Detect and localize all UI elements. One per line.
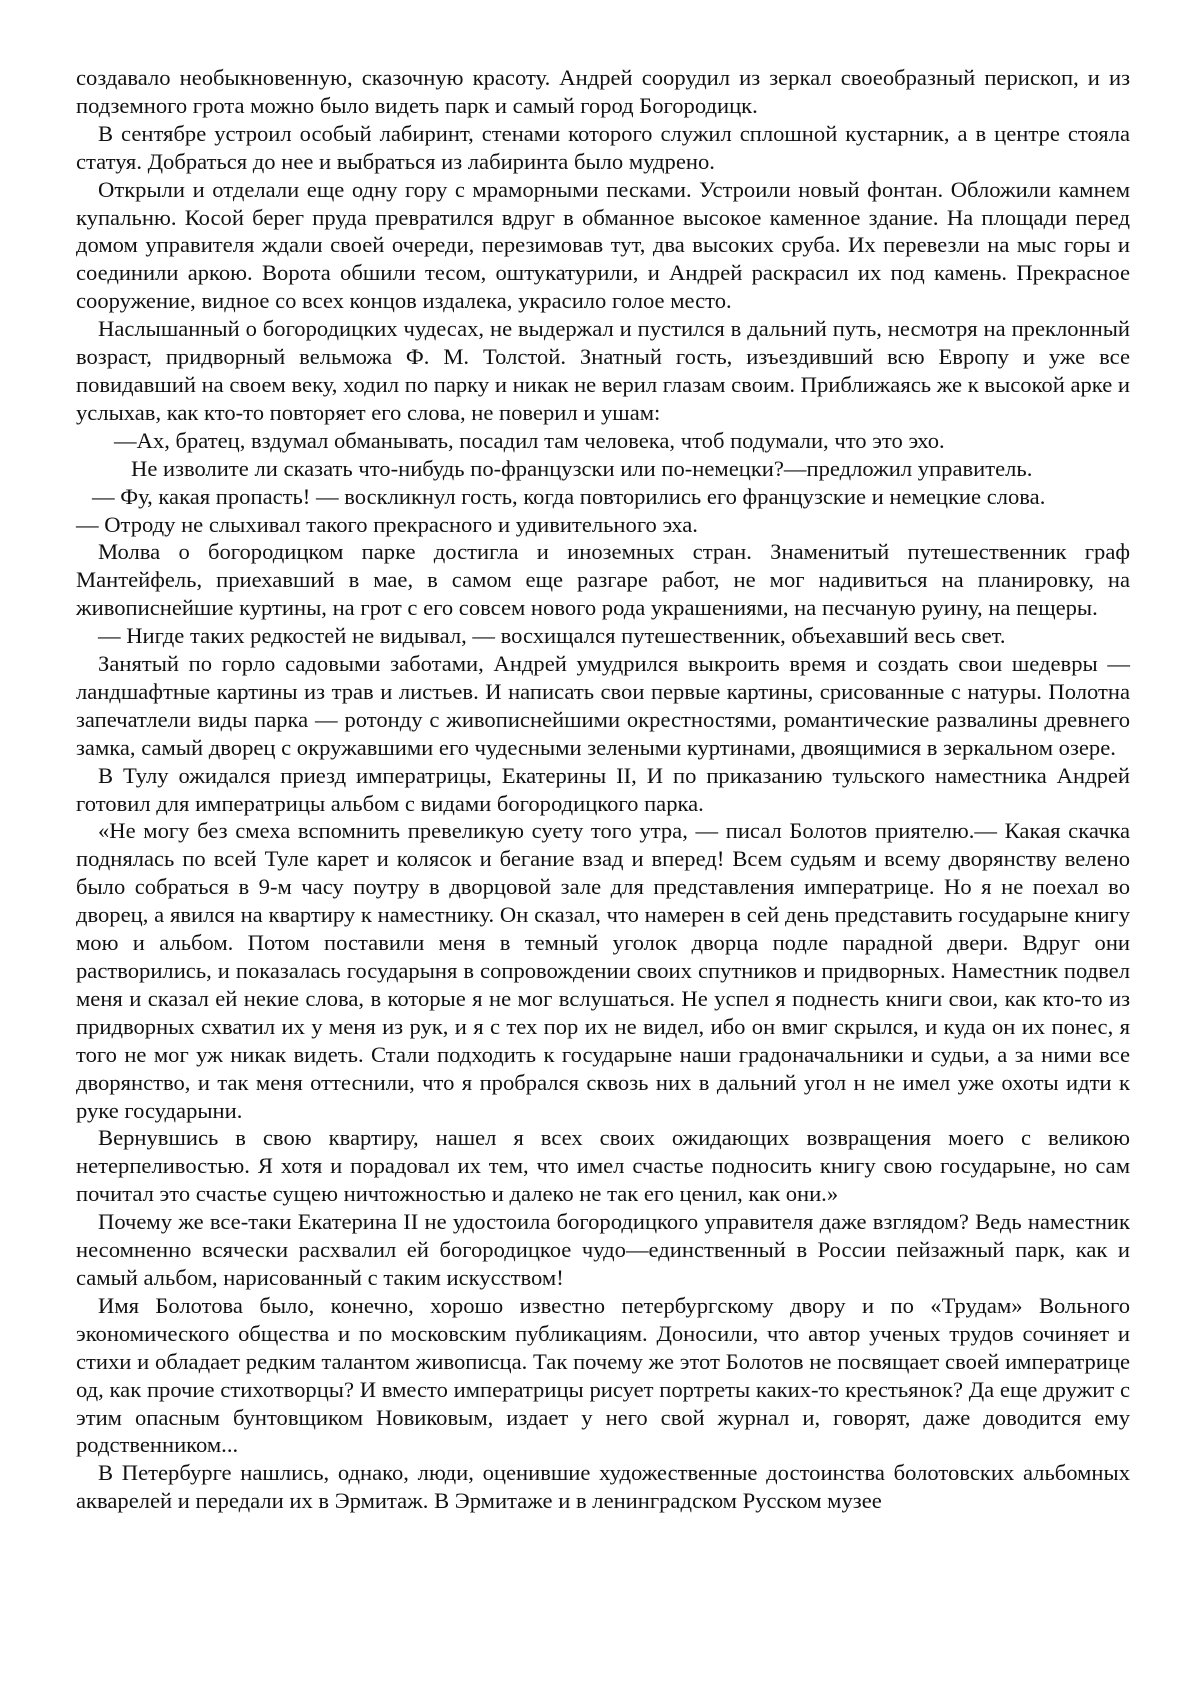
paragraph: В Петербурге нашлись, однако, люди, оценившие художественные достоинства болотовских альбомных акварелей и передали их в Эрмитаж. В Эрмитаже и в ленинградском Русском музее [76,1460,1130,1514]
dialogue-line: — Отроду не слыхивал такого прекрасного и удивительного эха. [76,511,698,537]
quote-paragraph: Вернувшись в свою квартиру, нашел я всех своих ожидающих возвращения моего с великою нетерпеливостью. Я хотя и порадовал их тем, что имел счастье подносить книгу свою государыне, но сам почитал это счастье сущею ничтожностью и далеко не так его ценил, как они.» [76,1125,1130,1207]
paragraph: Почему же все-таки Екатерина II не удостоила богородицкого управителя даже взглядом? Ведь наместник несомненно всячески расхвалил ей богородицкое чудо—единственный в России пейзажный парк, как и самый альбом, нарисованный с таким искусством! [76,1209,1130,1290]
dialogue-line: —Ах, братец, вздумал обманывать, посадил там человека, чтоб подумали, что это эхо. [114,427,945,453]
paragraph: Наслышанный о богородицких чудесах, не выдержал и пустился в дальний путь, несмотря на преклонный возраст, придворный вельможа Ф. М. Толстой. Знатный гость, изъездивший всю Европу и уже все повидавший на своем веку, ходил по парку и никак не верил глазам своим. Приближаясь же к высокой арке и услыхав, как кто-то повторяет его слова, не поверил и ушам: [76,316,1130,425]
paragraph: Молва о богородицком парке достигла и иноземных стран. Знаменитый путешественник граф Мантейфель, приехавший в мае, в самом еще разгаре работ, не мог надивиться на планировку, на живописнейшие куртины, на грот с его совсем нового рода украшениями, на песчаную руину, на пещеры. [76,539,1130,621]
dialogue-line: — Нигде таких редкостей не видывал, — восхищался путешественник, объехавший весь свет. [98,623,1006,649]
paragraph: создавало необыкновенную, сказочную красоту. Андрей соорудил из зеркал своеобразный перископ, и из подземного грота можно было видеть парк и самый город Богородицк. [76,65,1130,118]
dialogue-line: Не изволите ли сказать что-нибудь по-французски или по-немецки?—предложил управитель. [131,455,1033,481]
paragraph: Имя Болотова было, конечно, хорошо известно петербургскому двору и по «Трудам» Вольного экономического общества и по московским публикациям. Доносили, что автор ученых трудов сочиняет и стихи и обладает редким талантом живописца. Так почему же этот Болотов не посвящает своей императрице од, как прочие стихотворцы? И вместо императрицы рисует портреты каких-то крестьянок? Да еще дружит с этим опасным бунтовщиком Новиковым, издает у него свой журнал и, говорят, даже доводится ему родственником... [76,1292,1130,1458]
paragraph: В Тулу ожидался приезд императрицы, Екатерины II, И по приказанию тульского наместника Андрей готовил для императрицы альбом с видами богородицкого парка. [76,762,1130,816]
dialogue-line: — Фу, какая пропасть! — воскликнул гость, когда повторились его французские и немецкие слова. [92,483,1046,509]
paragraph: В сентябре устроил особый лабиринт, стенами которого служил сплошной кустарник, а в центре стояла статуя. Добраться до нее и выбраться из лабиринта было мудрено. [76,120,1130,174]
paragraph: Занятый по горло садовыми заботами, Андрей умудрился выкроить время и создать свои шедевры — ландшафтные картины из трав и листьев. И написать свои первые картины, срисованные с натуры. Полотна запечатлели виды парка — ротонду с живописнейшими окрестностями, романтические развалины древнего замка, самый дворец с окружавшими его чудесными зелеными куртинами, двоящимися в зеркальном озере. [76,651,1130,760]
quote-paragraph: «Не могу без смеха вспомнить превеликую суету того утра, — писал Болотов приятелю.— Какая скачка поднялась по всей Туле карет и колясок и бегание взад и вперед! Всем судьям и всему дворянству велено было собраться в 9-м часу поутру в дворцовой зале для представления императрице. Но я не поехал во дворец, а явился на квартиру к наместнику. Он сказал, что намерен в сей день представить государыне книгу мою и альбом. Потом поставили меня в темный уголок дворца подле парадной двери. Вдруг они растворились, и показалась государыня в сопровождении своих спутников и придворных. Наместник подвел меня и сказал ей некие слова, в которые я не мог вслушаться. Не успел я поднесть книги свои, как кто-то из придворных схватил их у меня из рук, и я с тех пор их не видел, ибо он вмиг скрылся, и куда он их понес, я того не мог уж никак видеть. Стали подходить к государыне наши градоначальники и судьи, а за ними все дворянство, и так меня оттеснили, что я пробрался сквозь них в дальний угол н не имел уже охоты идти к руке государыни. [76,818,1130,1123]
document-page [76,64,1130,1515]
paragraph: Открыли и отделали еще одну гору с мраморными песками. Устроили новый фонтан. Обложили камнем купальню. Косой берег пруда превратился вдруг в обманное высокое каменное здание. На площади перед домом управителя ждали своей очереди, перезимовав тут, два высоких сруба. Их перевезли на мыс горы и соединили аркою. Ворота обшили тесом, оштукатурили, и Андрей раскрасил их под камень. Прекрасное сооружение, видное со всех концов издалека, украсило голое место. [76,176,1130,314]
